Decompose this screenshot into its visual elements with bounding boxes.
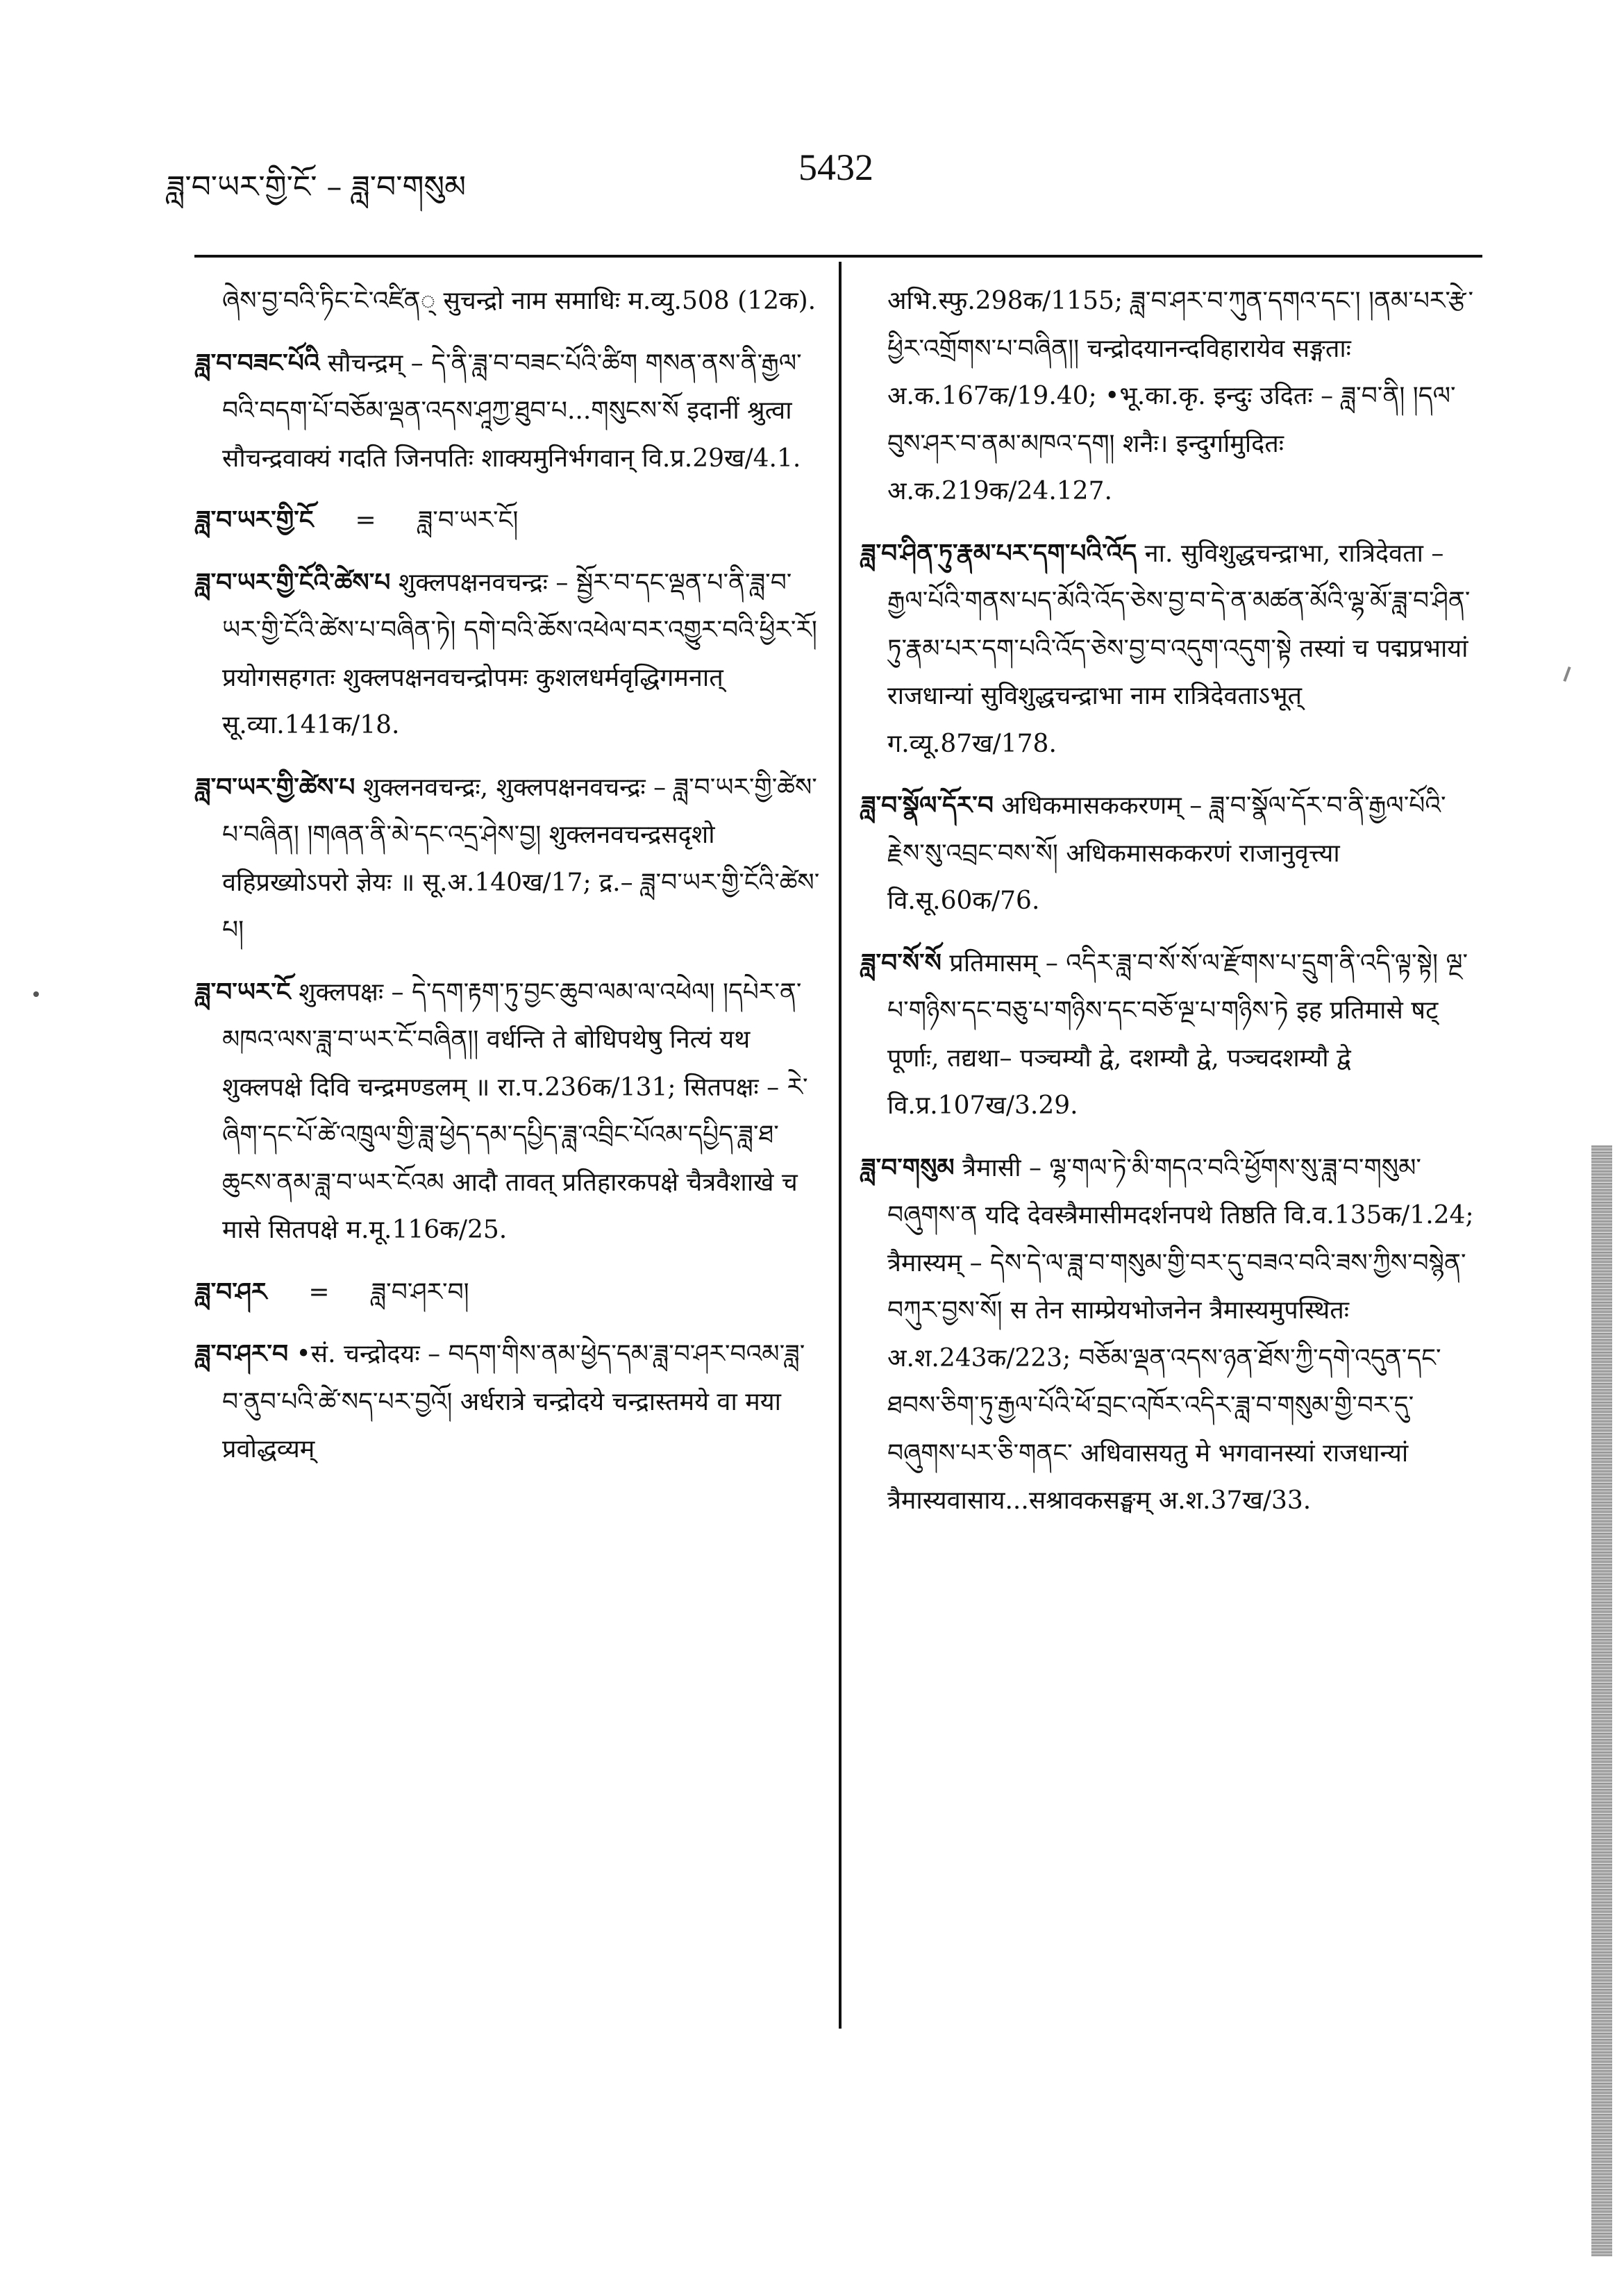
header-rule — [194, 255, 1482, 258]
entry-headword: ཟླ་བ་བཟང་པོའི — [196, 348, 320, 378]
left-column — [196, 278, 821, 1488]
dictionary-entry — [861, 1144, 1475, 1525]
dictionary-entry — [861, 530, 1475, 769]
entry-headword: ཟླ་བ་ཡར་གྱི་ངོའི་ཚེས་པ — [196, 567, 391, 597]
entry-body: ཟླ་བ་ཡར་ངོ། — [417, 506, 519, 535]
entry-continuation — [196, 278, 821, 326]
scan-dot — [33, 991, 39, 997]
dictionary-entry — [196, 1268, 821, 1317]
entry-headword: ཟླ་བ་ཤར་བ — [196, 1339, 289, 1368]
entry-headword: ཟླ་བ་ཡར་ངོ — [196, 977, 291, 1007]
scan-edge-artifact — [1591, 1146, 1612, 2256]
running-head: ཟླ་བ་ཡར་གྱི་ངོ་ – ཟླ་བ་གསུམ — [167, 169, 467, 205]
dictionary-entry — [196, 968, 821, 1255]
dictionary-entry — [196, 339, 821, 483]
entry-body: शुक्लपक्षनवचन्द्रः – སྦྱོར་བ་དང་ལྡན་པ་ནི་ཟླ་བ་ཡར་གྱི་ངོའི་ཚེས་པ་བཞིན་ཏེ། དགེ་བའི་ཆོས་འཕེལ་བར་འགྱུར་བའི་ཕྱིར་རོ། प्रयोगसहगतः शुक्लपक्षनवचन्द्रोपमः कुशलधर्मवृद्धिगमनात् सू.व्या.141क/18. — [222, 568, 817, 739]
cross-reference-sign: = — [308, 1277, 330, 1307]
entry-body: ཟླ་བ་ཤར་བ། — [371, 1277, 469, 1307]
entry-continuation — [861, 278, 1475, 516]
dictionary-entry — [196, 559, 821, 750]
entry-headword: ཟླ་བ་གསུམ — [861, 1152, 955, 1182]
scan-mark — [1563, 666, 1571, 682]
entry-headword: ཟླ་བ་སོ་སོ — [861, 948, 941, 978]
entry-body: ना. सुविशुद्धचन्द्राभा, रात्रिदेवता – རྒྱལ་པོའི་གནས་པད་མོའི་འོད་ཅེས་བྱ་བ་དེ་ན་མཚན་མོའི་ལྷ་མོ་ཟླ་བ་ཤིན་ཏུ་རྣམ་པར་དག་པའི་འོད་ཅེས་བྱ་བ་འདུག་འདུག་སྟེ तस्यां च पद्मप्रभायां राजधान्यां सुविशुद्धचन्द्राभा नाम रात्रिदेवताऽभूत् ग.व्यू.87ख/178. — [887, 539, 1471, 758]
entry-body: शुक्लनवचन्द्रः, शुक्लपक्षनवचन्द्रः – ཟླ་བ་ཡར་གྱི་ཚེས་པ་བཞིན། །གཞན་ནི་མེ་དང་འདྲ་ཤེས་བྱ། शुक्लनवचन्द्रसदृशो वहिप्रख्योऽपरो ज्ञेयः ॥ सू.अ.140ख/17; द्र.– ཟླ་བ་ཡར་གྱི་ངོའི་ཚེས་པ། — [222, 773, 820, 944]
cross-reference-sign: = — [355, 506, 376, 535]
entry-headword: ཟླ་བ་ཤིན་ཏུ་རྣམ་པར་དག་པའི་འོད — [861, 538, 1137, 568]
dictionary-entry — [196, 764, 821, 955]
page-number: 5432 — [798, 146, 873, 188]
dictionary-entry — [196, 1330, 821, 1474]
dictionary-entry — [861, 782, 1475, 925]
entry-headword: ཟླ་བ་ཡར་གྱི་ངོ — [196, 505, 314, 535]
entry-body: त्रैमासी – ལྷ་གལ་ཏེ་མི་གདའ་བའི་ཕྱོགས་སུ་ཟླ་བ་གསུམ་བཞུགས་ན यदि देवस्त्रैमासीमदर्शनपथे तिष्ठति वि.व.135क/1.24; त्रैमास्यम् – དེས་དེ་ལ་ཟླ་བ་གསུམ་གྱི་བར་དུ་བཟའ་བའི་ཟས་ཀྱིས་བསྙེན་བཀུར་བྱས་སོ། स तेन साम्प्रेयभोजनेन त्रैमास्यमुपस्थितः अ.श.243क/223; བཅོམ་ལྡན་འདས་ཉན་ཐོས་ཀྱི་དགེ་འདུན་དང་ཐབས་ཅིག་ཏུ་རྒྱལ་པོའི་ཕོ་བྲང་འཁོར་འདིར་ཟླ་བ་གསུམ་གྱི་བར་དུ་བཞུགས་པར་ཅི་གནང་ अधिवासयतु मे भगवानस्यां राजधान्यां त्रैमास्यवासाय...सश्रावकसङ्घम् अ.श.37ख/33. — [887, 1153, 1474, 1515]
dictionary-entry — [196, 496, 821, 545]
entry-headword: ཟླ་བ་སྣོལ་དོར་བ — [861, 791, 994, 820]
entry-headword: ཟླ་བ་ཡར་གྱི་ཚེས་པ — [196, 772, 355, 802]
entry-body: अभि.स्फु.298क/1155; ཟླ་བ་ཤར་བ་ཀུན་དགའ་དང་། །ནམ་པར་རྩེ་ཕྱིར་འགྲོགས་པ་བཞིན།། चन्द्रोदयानन्दविहारायेव सङ्गताः अ.क.167क/19.40; •भू.का.कृ. इन्दुः उदितः – ཟླ་བ་ནི། །དལ་བུས་ཤར་བ་ནམ་མཁའ་དག། शनैः। इन्दुर्गामुदितः अ.क.219क/24.127. — [887, 287, 1474, 505]
entry-body: •सं. चन्द्रोदयः – བདག་གིས་ནམ་ཕྱེད་དམ་ཟླ་བ་ཤར་བའམ་ཟླ་བ་ནུབ་པའི་ཚེ་སད་པར་བྱའོ། अर्धरात्रे चन्द्रोदये चन्द्रास्तमये वा मया प्रवोद्धव्यम् — [222, 1340, 805, 1463]
dictionary-entry — [861, 939, 1475, 1130]
page-header — [167, 146, 1486, 208]
entry-body: ཞེས་བྱ་བའི་ཏིང་ངེ་འཛིན् सुचन्द्रो नाम समाधिः म.व्यु.508 (12क). — [222, 287, 817, 315]
entry-body: अधिकमासककरणम् – ཟླ་བ་སྣོལ་དོར་བ་ནི་རྒྱལ་པོའི་རྗེས་སུ་འབྲང་བས་སོ། अधिकमासककरणं राजानुवृत्त्या वि.सू.60क/76. — [887, 791, 1446, 915]
entry-body: शुक्लपक्षः – དེ་དག་རྟག་ཏུ་བྱང་ཆུབ་ལམ་ལ་འཕེལ། །དཔེར་ན་མཁའ་ལས་ཟླ་བ་ཡར་ངོ་བཞིན།། वर्धन्ति ते बोधिपथेषु नित्यं यथ शुक्लपक्षे दिवि चन्द्रमण्डलम् ॥ रा.प.236क/131; सितपक्षः – རེ་ཞིག་དང་པོ་ཚེ་འཁྲུལ་གྱི་ཟླ་ཕྱེད་དམ་དཔྱིད་ཟླ་འབྲིང་པོའམ་དཔྱིད་ཟླ་ཐ་ཆུངས་ནམ་ཟླ་བ་ཡར་ངོའམ आदौ तावत् प्रतिहारकपक्षे चैत्रवैशाखे च मासे सितपक्षे म.मू.116क/25. — [222, 978, 808, 1244]
entry-body: सौचन्द्रम् – དེ་ནི་ཟླ་བ་བཟང་པོའི་ཚིག གསན་ནས་ནི་རྒྱལ་བའི་བདག་པོ་བཅོམ་ལྡན་འདས་ཤཱཀྱ་ཐུབ་པ...གསུངས་སོ इदानीं श्रुत्वा सौचन्द्रवाक्यं गदति जिनपतिः शाक्यमुनिर्भगवान् वि.प्र.29ख/4.1. — [222, 349, 802, 473]
entry-headword: ཟླ་བ་ཤར — [196, 1277, 267, 1307]
entry-body: प्रतिमासम् – འདིར་ཟླ་བ་སོ་སོ་ལ་རྫོགས་པ་དྲུག་ནི་འདི་ལྟ་སྟེ། ལྔ་པ་གཉིས་དང་བཅུ་པ་གཉིས་དང་བཅོ་ལྔ་པ་གཉིས་ཏེ इह प्रतिमासे षट् पूर्णाः, तद्यथा– पञ्चम्यौ द्वे, दशम्यौ द्वे, पञ्चदशम्यौ द्वे वि.प्र.107ख/3.29. — [887, 948, 1468, 1120]
column-divider — [839, 262, 842, 2029]
right-column — [861, 278, 1475, 1539]
